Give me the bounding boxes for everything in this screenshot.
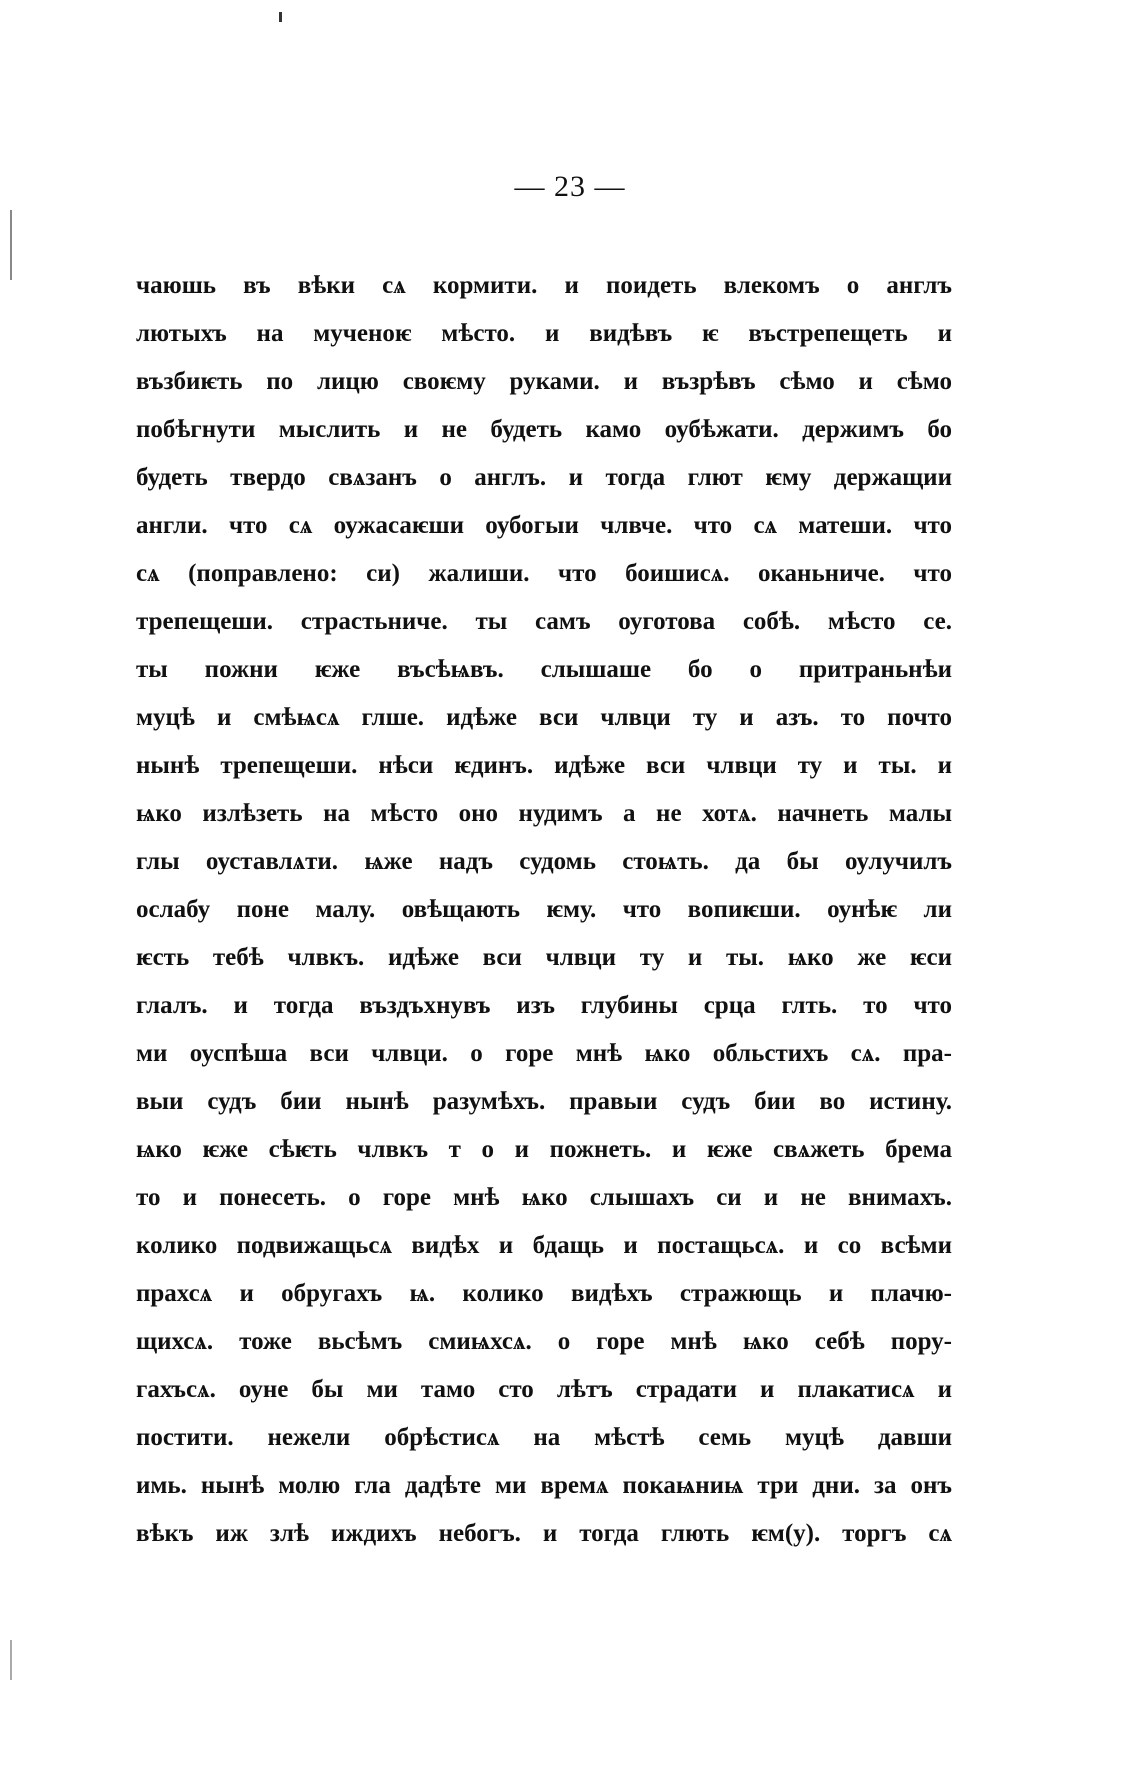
text-line: выи судъ бии нынѣ разумѣхъ. правыи судъ бии во истину. <box>136 1088 952 1115</box>
text-line: постити. нежели обрѣстисѧ на мѣстѣ семь муцѣ давши <box>136 1424 952 1451</box>
text-line: вѣкъ иж злѣ иждихъ небогъ. и тогда глють ѥм(у). торгъ сѧ <box>136 1520 952 1547</box>
scan-artifact-left-edge <box>10 210 12 280</box>
text-line: будеть твердо свѧзанъ о англъ. и тогда глют ѥму держащии <box>136 464 952 491</box>
text-line: гахъсѧ. оуне бы ми тамо сто лѣтъ страдати и плакатисѧ и <box>136 1376 952 1403</box>
text-line: глалъ. и тогда въздъхнувъ изъ глубины срца глть. то что <box>136 992 952 1019</box>
text-line: имь. нынѣ молю гла дадѣте ми времѧ покаѩниѩ три дни. за онъ <box>136 1472 952 1499</box>
text-line: ѥсть тебѣ члвкъ. идѣже вси члвци ту и ты. ѩко же ѥси <box>136 944 952 971</box>
text-line: нынѣ трепещеши. нѣси ѥдинъ. идѣже вси члвци ту и ты. и <box>136 752 952 779</box>
text-line: трепещеши. страстьниче. ты самъ оуготова собѣ. мѣсто се. <box>136 608 952 635</box>
text-line: възбиѥть по лицю своѥму руками. и възрѣвъ сѣмо и сѣмо <box>136 368 952 395</box>
text-line: муцѣ и смѣѩсѧ глше. идѣже вси члвци ту и азъ. то почто <box>136 704 952 731</box>
text-line: побѣгнути мыслить и не будеть камо оубѣжати. держимъ бо <box>136 416 952 443</box>
scan-artifact-left-edge-lower <box>10 1640 12 1680</box>
text-line: лютыхъ на мученоѥ мѣсто. и видѣвъ ѥ въстрепещеть и <box>136 320 952 347</box>
page-number: — 23 — <box>514 170 626 203</box>
text-line: чаюшь въ вѣки сѧ кормити. и поидеть влекомъ о англъ <box>136 272 952 299</box>
text-line: колико подвижащьсѧ видѣх и бдащь и постащьсѧ. и со всѣми <box>136 1232 952 1259</box>
text-line: то и понесеть. о горе мнѣ ѩко слышахъ си и не внимахъ. <box>136 1184 952 1211</box>
text-line: глы оуставлѧти. ѩже надъ судомь стоѩть. да бы оулучилъ <box>136 848 952 875</box>
text-line: сѧ (поправлено: си) жалиши. что боишисѧ. оканьниче. что <box>136 560 952 587</box>
body-text <box>136 262 952 1558</box>
text-line: ослабу поне малу. овѣщають ѥму. что вопиѥши. оунѣѥ ли <box>136 896 952 923</box>
text-line: ѩко излѣзеть на мѣсто оно нудимъ а не хотѧ. начнеть малы <box>136 800 952 827</box>
text-line: щихсѧ. тоже вьсѣмъ смиѩхсѧ. о горе мнѣ ѩко себѣ пору- <box>136 1328 952 1355</box>
scan-artifact-top <box>279 12 282 22</box>
text-line: ты пожни ѥже въсѣѩвъ. слышаше бо о притраньнѣи <box>136 656 952 683</box>
text-line: ѩко ѥже сѣѥть члвкъ т о и пожнеть. и ѥже свѧжеть брема <box>136 1136 952 1163</box>
text-line: англи. что сѧ оужасаѥши оубогыи члвче. что сѧ матеши. что <box>136 512 952 539</box>
text-line: ми оуспѣша вси члвци. о горе мнѣ ѩко обльстихъ сѧ. пра- <box>136 1040 952 1067</box>
text-line: прахсѧ и обругахъ ѩ. колико видѣхъ стражющь и плачю- <box>136 1280 952 1307</box>
